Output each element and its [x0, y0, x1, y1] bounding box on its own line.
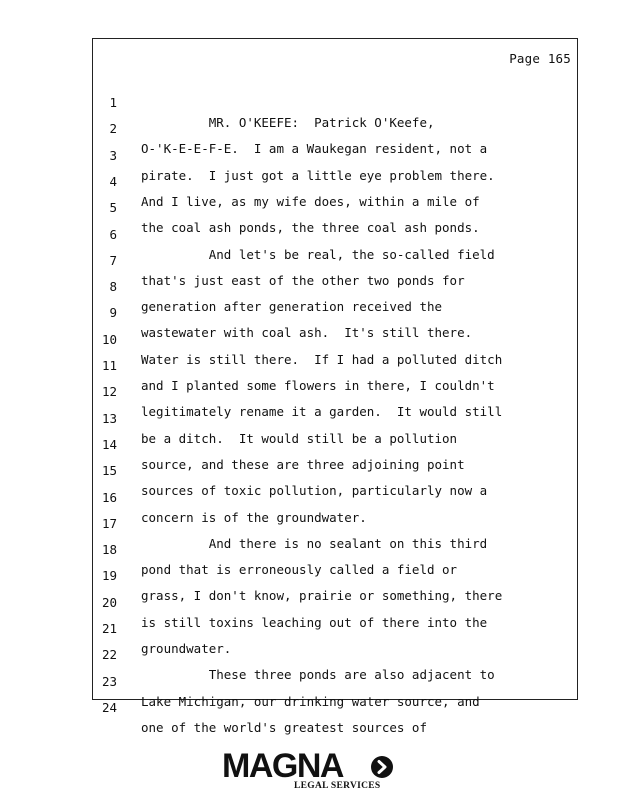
line-text: and I planted some flowers in there, I couldn't [141, 378, 495, 393]
line-text: Water is still there. If I had a polluted ditch [141, 351, 503, 367]
line-number: 9 [109, 305, 117, 321]
line-text: be a ditch. It would still be a pollution [141, 430, 458, 446]
line-text: And let's be real, the so-called field [141, 246, 495, 262]
chevron-right-circle-icon [370, 755, 394, 779]
line-text: source, and these are three adjoining point [141, 456, 465, 472]
line-text: groundwater. [141, 641, 232, 656]
line-number: 7 [109, 252, 117, 268]
line-text: that's just east of the other two ponds for [141, 272, 465, 288]
line-number: 15 [101, 463, 117, 479]
line-number: 2 [109, 121, 117, 137]
line-text: concern is of the groundwater. [141, 509, 367, 525]
line-number: 19 [101, 568, 117, 584]
line-number: 22 [101, 647, 117, 663]
line-number: 4 [109, 173, 117, 189]
magna-logo [222, 748, 397, 792]
line-text: pond that is erroneously called a field or [141, 562, 458, 578]
line-number: 8 [109, 279, 117, 295]
transcript-line [93, 73, 577, 130]
line-number: 10 [101, 331, 117, 347]
line-text: Lake Michigan, our drinking water source, and [141, 693, 480, 709]
line-number: 24 [101, 699, 117, 715]
line-number: 13 [101, 410, 117, 426]
line-text: pirate. I just got a little eye problem there. [141, 167, 495, 183]
line-number: 6 [109, 226, 117, 242]
line-text: And I live, as my wife does, within a mile of [141, 193, 480, 209]
transcript-page [92, 38, 578, 735]
line-number: 5 [109, 200, 117, 216]
line-number: 11 [101, 358, 117, 373]
line-text: grass, I don't know, prairie or something, there [141, 588, 503, 604]
line-text: These three ponds are also adjacent to [141, 667, 495, 683]
line-text: the coal ash ponds, the three coal ash ponds. [141, 220, 480, 236]
line-number: 16 [101, 489, 117, 505]
line-number: 23 [101, 673, 117, 689]
line-text: And there is no sealant on this third [141, 535, 488, 551]
page-number: Page 165 [509, 51, 571, 66]
line-number: 14 [101, 436, 117, 452]
line-text: generation after generation received the [141, 299, 443, 315]
logo-subtitle: LEGAL SERVICES [294, 781, 381, 791]
line-number: 3 [109, 147, 117, 163]
line-text: legitimately rename it a garden. It would still [141, 404, 503, 420]
line-number: 18 [101, 542, 117, 558]
line-text: sources of toxic pollution, particularly now a [141, 483, 488, 499]
logo-wordmark: MAGNA [222, 747, 343, 785]
line-text: MR. O'KEEFE: Patrick O'Keefe, [141, 115, 435, 130]
line-text: O-'K-E-E-F-E. I am a Waukegan resident, not a [141, 141, 488, 157]
line-number: 21 [101, 621, 117, 636]
line-number: 12 [101, 384, 117, 400]
line-number: 17 [101, 515, 117, 531]
line-text: is still toxins leaching out of there into the [141, 614, 488, 630]
line-text: one of the world's greatest sources of [141, 719, 427, 735]
line-number: 20 [101, 594, 117, 610]
line-number: 1 [109, 95, 117, 110]
line-text: wastewater with coal ash. It's still there. [141, 325, 473, 341]
